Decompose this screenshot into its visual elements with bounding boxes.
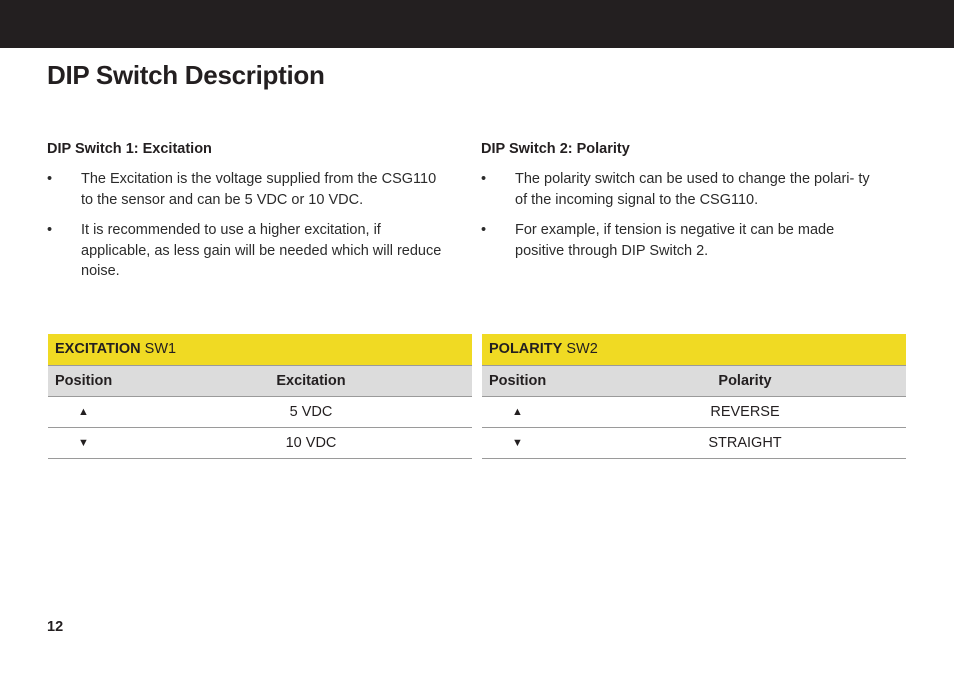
table-cell-value: STRAIGHT bbox=[693, 427, 906, 458]
excitation-section bbox=[47, 139, 447, 292]
list-item bbox=[481, 220, 881, 261]
bullet-icon: • bbox=[47, 222, 53, 238]
down-arrow-icon: ▼ bbox=[48, 427, 259, 458]
table-title-rest: SW2 bbox=[562, 341, 598, 358]
polarity-section bbox=[481, 139, 881, 271]
column-header-position: Position bbox=[482, 365, 693, 396]
page-title: DIP Switch Description bbox=[47, 60, 325, 90]
table-row bbox=[48, 427, 472, 458]
list-item bbox=[481, 169, 881, 210]
column-header-row bbox=[482, 365, 906, 396]
table-title-row bbox=[482, 334, 906, 365]
bullet-text: It is recommended to use a higher excitation, if applicable, as less gain will be needed which will reduce noise. bbox=[81, 222, 442, 279]
bullet-text: The Excitation is the voltage supplied from the CSG110 to the sensor and can be 5 VDC or 10 VDC. bbox=[81, 171, 437, 208]
column-header-position: Position bbox=[48, 365, 259, 396]
table-title-rest: SW1 bbox=[140, 341, 177, 358]
table-cell-value: REVERSE bbox=[693, 396, 906, 427]
bullet-icon: • bbox=[481, 222, 487, 238]
table-row bbox=[482, 427, 906, 458]
table-row bbox=[48, 396, 472, 427]
table-cell-value: 10 VDC bbox=[259, 427, 472, 458]
down-arrow-icon: ▼ bbox=[482, 427, 693, 458]
table-title-bold: EXCITATION bbox=[55, 341, 141, 358]
table-title-bold: POLARITY bbox=[489, 341, 563, 358]
table-cell-value: 5 VDC bbox=[259, 396, 472, 427]
up-arrow-icon: ▲ bbox=[482, 396, 693, 427]
bullet-text: The polarity switch can be used to change the polari- ty of the incoming signal to the CSG110. bbox=[515, 171, 870, 208]
table-title bbox=[482, 334, 906, 365]
list-item bbox=[47, 220, 447, 282]
top-bar bbox=[0, 0, 954, 48]
list-item bbox=[47, 169, 447, 210]
bullet-icon: • bbox=[481, 171, 487, 187]
column-header-excitation: Excitation bbox=[259, 365, 472, 396]
table-row bbox=[482, 396, 906, 427]
up-arrow-icon: ▲ bbox=[48, 396, 259, 427]
polarity-table bbox=[482, 334, 906, 459]
excitation-heading: DIP Switch 1: Excitation bbox=[47, 141, 212, 157]
excitation-bullet-list bbox=[47, 169, 447, 282]
polarity-bullet-list bbox=[481, 169, 881, 261]
column-header-polarity: Polarity bbox=[693, 365, 906, 396]
polarity-heading: DIP Switch 2: Polarity bbox=[481, 141, 630, 157]
table-title-row bbox=[48, 334, 472, 365]
page-number: 12 bbox=[47, 619, 64, 635]
bullet-text: For example, if tension is negative it can be made positive through DIP Switch 2. bbox=[515, 222, 835, 259]
table-title bbox=[48, 334, 472, 365]
bullet-icon: • bbox=[47, 171, 53, 187]
column-header-row bbox=[48, 365, 472, 396]
excitation-table bbox=[48, 334, 472, 459]
